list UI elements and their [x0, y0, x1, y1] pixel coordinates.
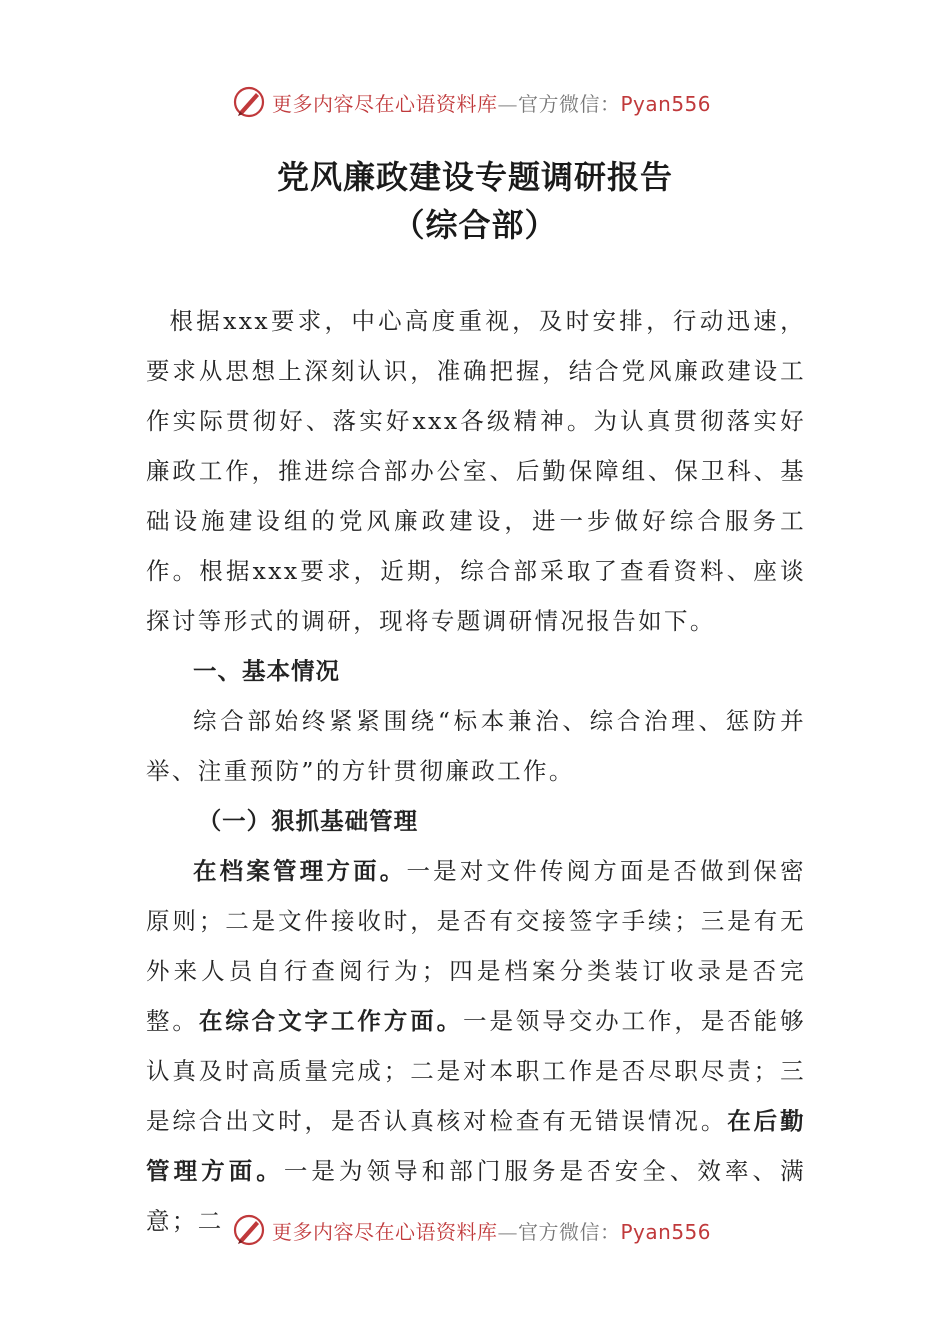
- subsection-heading-management: （一）狠抓基础管理: [197, 807, 419, 835]
- watermark-text: 更多内容尽在心语资料库—官方微信：Pyan556: [272, 1219, 712, 1244]
- paragraph-management: [146, 846, 806, 1246]
- paragraph-basic: 综合部始终紧紧围绕“标本兼治、综合治理、惩防并举、注重预防”的方针贯彻廉政工作。: [146, 707, 806, 785]
- section-heading-basic: 一、基本情况: [193, 657, 340, 685]
- document-title: 党风廉政建设专题调研报告: [276, 158, 673, 196]
- paragraph-intro: 根据xxx要求，中心高度重视，及时安排，行动迅速，要求从思想上深刻认识，准确把握，结合党风廉政建设工作实际贯彻好、落实好xxx各级精神。为认真贯彻落实好廉政工作，推进综合部办公室、后勤保障组、保卫科、基础设施建设组的党风廉政建设，进一步做好综合服务工作。根据xxx要求，近期，综合部采取了查看资料、座谈探讨等形式的调研，现将专题调研情况报告如下。: [146, 307, 806, 635]
- watermark-text: 更多内容尽在心语资料库—官方微信：Pyan556: [272, 91, 712, 116]
- bold-lead-archives: 在档案管理方面。: [193, 857, 407, 885]
- bold-lead-logistics: 在后勤管理方面。: [146, 1107, 806, 1185]
- watermark-header: [232, 82, 711, 122]
- document-body: [146, 296, 806, 1246]
- text-writing: 一是领导交办工作，是否能够认真及时高质量完成；二是对本职工作是否尽职尽责；三是综合出文时，是否认真核对检查有无错误情况。: [146, 1007, 806, 1135]
- pen-logo-icon: [232, 85, 266, 119]
- watermark-footer: [232, 1210, 711, 1250]
- pen-logo-icon: [232, 1213, 266, 1247]
- text-archives: 一是对文件传阅方面是否做到保密原则；二是文件接收时，是否有交接签字手续；三是有无外来人员自行查阅行为；四是档案分类装订收录是否完整。: [146, 857, 807, 1035]
- document-subtitle: （综合部）: [392, 206, 558, 244]
- bold-lead-writing: 在综合文字工作方面。: [198, 1007, 464, 1035]
- text-logistics: 一是为领导和部门服务是否安全、效率、满意；二: [146, 1157, 807, 1235]
